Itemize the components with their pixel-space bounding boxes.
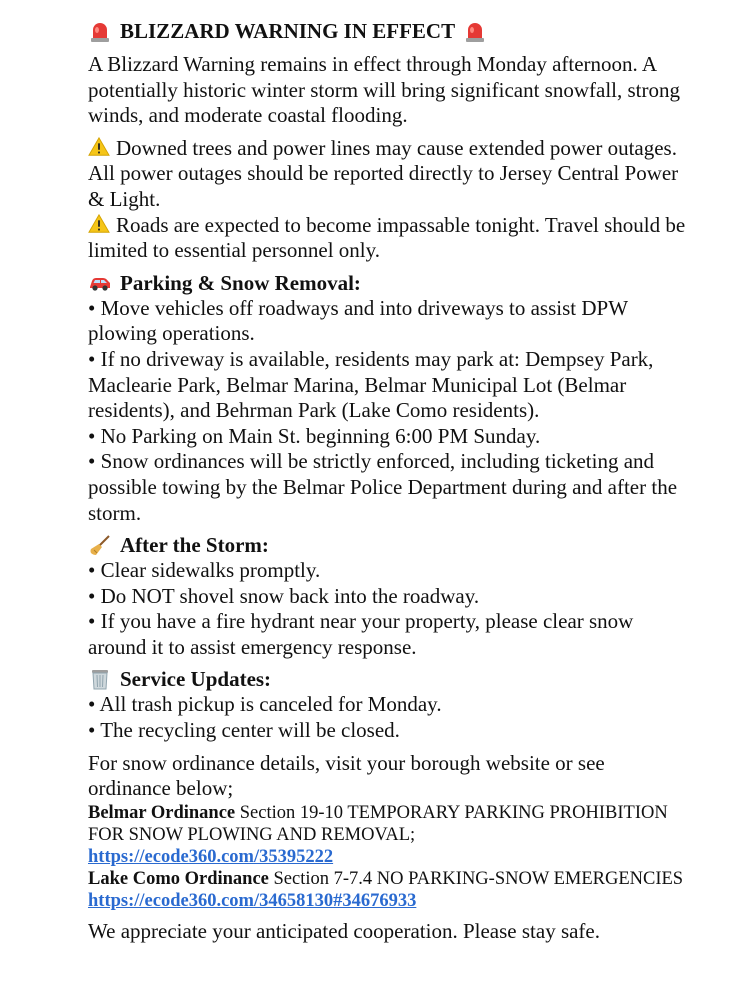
warning-item: [88, 213, 688, 264]
lake-como-ordinance: [88, 868, 688, 912]
parking-heading-text: Parking & Snow Removal:: [120, 270, 361, 295]
page-title: [88, 18, 688, 44]
ordinance-intro: For snow ordinance details, visit your borough website or see ordinance below;: [88, 750, 605, 801]
rotating-light-icon: [88, 19, 112, 43]
list-item: • No Parking on Main St. beginning 6:00 PM Sunday.: [88, 423, 541, 448]
after-storm-heading: [88, 532, 688, 558]
after-storm-heading-text: After the Storm:: [120, 533, 269, 558]
list-item: • Snow ordinances will be strictly enforced, including ticketing and possible towing by the Belmar Police Department during and after the storm.: [88, 449, 678, 525]
lake-como-ordinance-label: Lake Como Ordinance: [88, 868, 269, 889]
intro-paragraph: A Blizzard Warning remains in effect through Monday afternoon. A potentially historic winter storm will bring significant snowfall, strong winds, and moderate coastal flooding.: [88, 52, 680, 128]
title-text: BLIZZARD WARNING IN EFFECT: [120, 19, 456, 43]
belmar-ordinance-link[interactable]: https://ecode360.com/35395222: [88, 846, 334, 867]
list-item: • If you have a fire hydrant near your property, please clear snow around it to assist emergency response.: [88, 609, 634, 659]
warning-text: Roads are expected to become impassable tonight. Travel should be limited to essential personnel only.: [88, 212, 686, 263]
warning-item: [88, 136, 688, 213]
parking-heading: [88, 270, 688, 296]
list-item: • The recycling center will be closed.: [88, 718, 400, 743]
belmar-ordinance-text: Section 19-10 TEMPORARY PARKING PROHIBITION FOR SNOW PLOWING AND REMOVAL;: [88, 802, 668, 845]
belmar-ordinance-label: Belmar Ordinance: [88, 802, 236, 823]
list-item: • If no driveway is available, residents may park at: Dempsey Park, Maclearie Park, Belmar Marina, Belmar Municipal Lot (Belmar residents), and Behrman Park (Lake Como residents).: [88, 346, 654, 423]
rotating-light-icon: [463, 19, 487, 43]
list-item: • Clear sidewalks promptly.: [88, 558, 321, 583]
announcement: [88, 18, 688, 944]
service-heading: [88, 666, 688, 692]
closing-text: We appreciate your anticipated cooperation. Please stay safe.: [88, 918, 600, 943]
warning-text: Downed trees and power lines may cause extended power outages. All power outages should be reported directly to Jersey Central Power & Light.: [88, 135, 679, 211]
wastebasket-icon: [88, 667, 112, 691]
car-icon: [88, 271, 112, 295]
lake-como-ordinance-text: Section 7-7.4 NO PARKING-SNOW EMERGENCIES: [268, 868, 684, 889]
warning-icon: [88, 213, 110, 235]
list-item: • Move vehicles off roadways and into driveways to assist DPW plowing operations.: [88, 295, 628, 346]
warning-icon: [88, 136, 110, 158]
list-item: • Do NOT shovel snow back into the roadway.: [88, 583, 480, 608]
broom-icon: [88, 533, 112, 557]
belmar-ordinance: [88, 802, 688, 868]
service-heading-text: Service Updates:: [120, 667, 272, 692]
list-item: • All trash pickup is canceled for Monday.: [88, 692, 442, 717]
lake-como-ordinance-link[interactable]: https://ecode360.com/34658130#34676933: [88, 890, 417, 911]
